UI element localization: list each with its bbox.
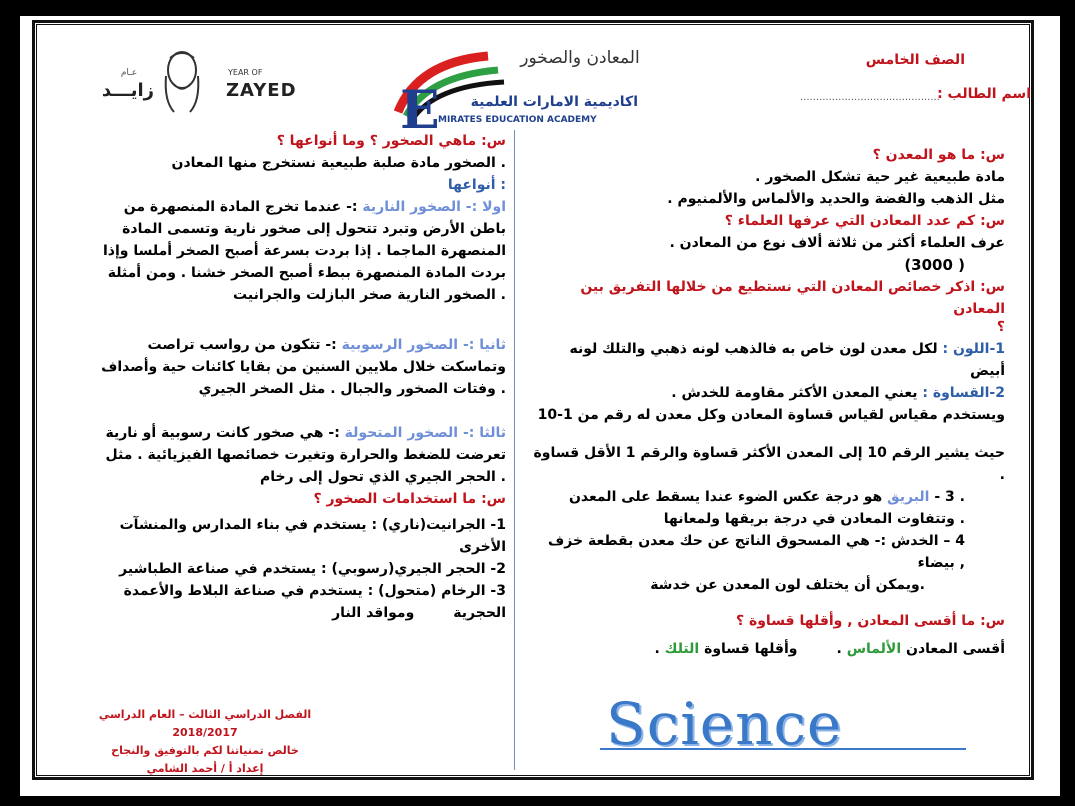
answer-line: ويستخدم مقياس لقياس قساوة المعادن وكل معدن له رقم من 1-10 [537, 407, 1005, 423]
hardest-label: أقسى المعادن [906, 641, 1005, 657]
hardest-value: الألماس [846, 641, 902, 657]
science-logo: Science [606, 690, 843, 758]
answer-line: باطن الأرض وتبرد تتحول إلى صخور نارية وتسمى المادة [122, 221, 506, 237]
answer-line: ( 3000) [904, 256, 965, 274]
answer-line: بردت المادة المنصهرة ببطء أصبح الصخر خشنا . ومن أمثلة [107, 265, 506, 281]
property-luster-text: هو درجة عكس الضوء عندا يسقط على المعدن [568, 489, 883, 505]
metamorphic-text: :- هي صخور كانت رسوبية أو نارية [105, 425, 340, 441]
question-mineral-properties-cont: المعادن [953, 301, 1005, 317]
answer-line: المنصهرة الماجما . إذا بردت بسرعة أصبح الصخر أملسا وإذا [103, 243, 506, 259]
answer-line: . الصخور مادة صلبة طبيعية نستخرج منها المعادن [171, 155, 506, 171]
sedimentary-prefix: ثانيا :- [462, 337, 506, 353]
answer-line: الأخرى [459, 539, 506, 555]
property-color-label: 1-اللون : [942, 341, 1005, 357]
sedimentary-text: :- تتكون من رواسب تراصت [147, 337, 337, 353]
property-luster [520, 486, 1005, 508]
academy-logo-letter: E [400, 80, 440, 141]
use-marble-cont [70, 602, 506, 624]
question-mark: ؟ [996, 319, 1005, 335]
right-column [520, 144, 1005, 660]
metamorphic-label: الصخور المتحولة [344, 425, 459, 441]
property-luster-prefix: . 3 - [934, 489, 965, 505]
use-marble-cont-a: الحجرية [453, 605, 506, 621]
igneous-text: :- عندما تخرج المادة المنصهرة من [123, 199, 358, 215]
answer-line: تعرضت للضغط والحرارة وتغيرت خصائصها الفيزيائية . مثل [105, 447, 506, 463]
answer-line: وتماسكت خلال ملايين السنين من بقايا كائنات حية وأصداف [101, 359, 506, 375]
least-value: التلك [664, 641, 700, 657]
zayed-portrait-icon [160, 46, 204, 116]
zayed-name: ZAYED [226, 80, 297, 101]
question-mineral-properties: س: اذكر خصائص المعادن التي نستطيع من خلالها التفريق بين [580, 279, 1005, 295]
sedimentary-label: الصخور الرسوبية [341, 337, 459, 353]
footer-semester: الفصل الدراسي الثالث – العام الدراسي 2018/2017 [98, 708, 312, 739]
question-mineral-count: س: كم عدد المعادن التي عرفها العلماء ؟ [724, 213, 1005, 229]
answer-line: حيث يشير الرقم 10 إلى المعدن الأكثر قساوة والرقم 1 الأقل قساوة [533, 445, 1005, 461]
use-marble: 3- الرخام (متحول) : يستخدم في صناعة البلاط والأعمدة [123, 583, 506, 599]
question-what-are-rocks: س: ماهي الصخور ؟ وما أنواعها ؟ [276, 133, 506, 149]
academy-arabic-name: اكاديمية الامارات العلمية [470, 94, 638, 110]
answer-line: . الحجر الجيري الذي تحول إلى رخام [259, 469, 506, 485]
question-rock-uses: س: ما استخدامات الصخور ؟ [313, 491, 506, 507]
metamorphic-prefix: ثالثا :- [462, 425, 506, 441]
answer-line: . وفتات الصخور والجبال . مثل الصخر الجيري [198, 381, 506, 397]
use-granite: 1- الجرانيت(ناري) : يستخدم في بناء المدارس والمنشآت [119, 517, 506, 533]
footer [70, 706, 340, 778]
least-label: وأقلها قساوة [704, 641, 798, 657]
types-label: : أنواعها [447, 177, 506, 193]
property-hardness-label: 2-القساوة : [922, 385, 1005, 401]
answer-line: أبيض [970, 363, 1005, 379]
use-limestone: 2- الحجر الجيري(رسوبي) : يستخدم في صناعة الطباشير [119, 561, 506, 577]
metamorphic-rocks [70, 422, 506, 444]
sedimentary-rocks [70, 334, 506, 356]
grade-label: الصف الخامس [865, 52, 965, 68]
igneous-label: الصخور النارية [362, 199, 461, 215]
student-name-label: اسم الطالب : [937, 86, 1031, 102]
answer-line: . وتتفاوت المعادن في درجة بريقها ولمعانها [663, 511, 965, 527]
footer-author: إعداد أ / أحمد الشامي [146, 762, 264, 775]
academy-english-name: MIRATES EDUCATION ACADEMY [438, 115, 597, 125]
property-color-text: لكل معدن لون خاص به فالذهب لونه ذهبي والتلك لونه [569, 341, 938, 357]
property-luster-label: البريق [887, 489, 930, 505]
zayed-arabic: زايـــد [101, 80, 154, 101]
footer-wishes: خالص تمنياتنا لكم بالتوفيق والنجاح [111, 744, 299, 757]
igneous-prefix: اولا :- [465, 199, 506, 215]
use-marble-cont-b: ومواقد النار [332, 605, 415, 621]
answer-line: .ويمكن أن يختلف لون المعدن عن خدشة [650, 577, 925, 593]
column-divider [514, 130, 515, 770]
answer-hardest [520, 638, 1005, 660]
answer-line: مادة طبيعية غير حية تشكل الصخور . [755, 169, 1005, 185]
left-column [70, 130, 506, 624]
hardest-dot: . [836, 641, 842, 657]
question-hardest-mineral: س: ما أقسى المعادن , وأقلها قساوة ؟ [735, 613, 1005, 629]
property-hardness [520, 382, 1005, 404]
answer-line: مثل الذهب والفضة والحديد والألماس والألمنيوم . [667, 191, 1005, 207]
property-color [520, 338, 1005, 360]
least-dot: . [654, 641, 660, 657]
question-what-is-mineral: س: ما هو المعدن ؟ [872, 147, 1005, 163]
zayed-year-label: YEAR OF [228, 68, 263, 77]
answer-line: . [999, 467, 1005, 483]
answer-line: عرف العلماء أكثر من ثلاثة ألاف نوع من المعادن . [669, 235, 1005, 251]
academy-logo [378, 42, 638, 141]
answer-line: . الصخور النارية صخر البازلت والجرانيت [233, 287, 506, 303]
science-ruler [600, 748, 966, 758]
student-name-blank[interactable]: ............................................ [800, 92, 940, 103]
answer-line: , بيضاء [917, 555, 965, 571]
igneous-rocks [70, 196, 506, 218]
page-title: المعادن والصخور [520, 48, 640, 68]
property-streak: 4 – الخدش :- هي المسحوق الناتج عن حك معدن بقطعة خزف [548, 533, 965, 549]
zayed-arabic-small: عـام [120, 68, 138, 78]
property-hardness-text: يعني المعدن الأكثر مقاومة للخدش . [671, 385, 918, 401]
